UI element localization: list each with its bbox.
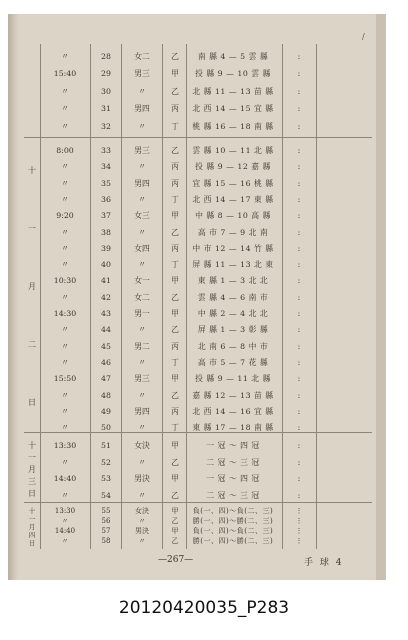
cell-venue: :: [297, 86, 301, 96]
table-row: [24, 354, 372, 372]
cell-time: 〃: [61, 194, 69, 204]
cell-time: 13:30: [53, 441, 77, 450]
cell-court: 乙: [171, 227, 179, 237]
cell-venue: :: [297, 441, 301, 450]
cell-no: 40: [101, 260, 111, 270]
cell-time: 15:40: [53, 69, 77, 79]
cell-group: 〃: [138, 457, 146, 467]
date-char: 十: [28, 507, 36, 515]
cell-court: 甲: [171, 474, 179, 483]
cell-group: 男決: [134, 474, 150, 483]
table-row: [24, 470, 372, 488]
cell-match: 負(一、四)～負(二、三): [192, 507, 274, 515]
cell-court: 丙: [171, 104, 179, 114]
table-row-final: [24, 536, 372, 546]
cell-no: 43: [101, 309, 111, 318]
cell-match: 高 市 5 — 7 花 縣: [197, 357, 269, 367]
cell-no: 33: [101, 146, 111, 155]
cell-court: 乙: [171, 457, 179, 467]
table-row: [24, 403, 372, 421]
cell-match: 投 縣 9 — 12 嘉 縣: [195, 162, 271, 172]
cell-match: 負(一、四)～負(二、三): [192, 527, 274, 535]
cell-group: 〃: [138, 357, 146, 367]
date-char: 日: [28, 539, 36, 547]
cell-match: 一 冠 ～ 四 冠: [206, 441, 260, 450]
cell-venue: ⋮: [295, 537, 303, 545]
cell-match: 投 縣 9 — 11 北 縣: [195, 374, 271, 384]
cell-no: 44: [101, 325, 111, 335]
cell-match: 北 西 14 — 15 宜 縣: [192, 104, 274, 114]
cell-match: 宜 縣 15 — 16 桃 縣: [192, 178, 274, 188]
cell-court: 丙: [171, 406, 179, 416]
cell-group: 男四: [134, 406, 150, 416]
table-row: [24, 158, 372, 176]
cell-court: 甲: [171, 374, 179, 384]
table-row-final: [24, 516, 372, 526]
cell-court: 乙: [171, 537, 179, 545]
cell-no: 29: [101, 69, 111, 79]
table-row: [24, 256, 372, 274]
cell-time: 〃: [61, 406, 69, 416]
date-char: 一: [28, 224, 36, 233]
cell-group: 〃: [138, 423, 146, 433]
date-char: 月: [28, 282, 36, 291]
cell-court: 乙: [171, 292, 179, 302]
cell-no: 53: [101, 474, 111, 483]
cell-time: 14:40: [53, 474, 77, 483]
cell-court: 丁: [171, 121, 179, 131]
cell-venue: ⋮: [295, 507, 303, 515]
table-row: [24, 487, 372, 505]
table-row: [24, 48, 372, 66]
cell-group: 女三: [134, 211, 150, 221]
cell-time: 〃: [61, 227, 69, 237]
cell-venue: :: [297, 243, 301, 253]
image-caption: 20120420035_P283: [118, 598, 290, 618]
book-page: [8, 14, 386, 580]
cell-venue: :: [297, 423, 301, 433]
cell-no: 37: [101, 211, 111, 221]
cell-no: 31: [101, 104, 111, 114]
table-row: [24, 387, 372, 405]
date-char: 一: [28, 453, 36, 462]
cell-venue: :: [297, 104, 301, 114]
cell-group: 男決: [135, 527, 149, 535]
table-row: [24, 118, 372, 136]
cell-group: 女決: [135, 507, 149, 515]
cell-venue: :: [297, 194, 301, 204]
date-char: 日: [28, 398, 36, 407]
cell-time: 9:20: [56, 211, 74, 221]
table-row: [24, 142, 372, 160]
cell-group: 男二: [134, 341, 150, 351]
cell-court: 乙: [171, 325, 179, 335]
cell-time: 〃: [61, 162, 69, 172]
cell-venue: :: [297, 178, 301, 188]
cell-group: 男一: [134, 309, 150, 318]
cell-match: 北 西 14 — 17 東 縣: [192, 194, 274, 204]
cell-time: 13:30: [54, 507, 76, 515]
cell-no: 50: [101, 423, 111, 433]
cell-venue: :: [297, 121, 301, 131]
page-number: —267—: [158, 555, 194, 565]
cell-venue: :: [297, 52, 301, 61]
cell-venue: :: [297, 292, 301, 302]
cell-match: 東 縣 17 — 18 南 縣: [192, 423, 274, 433]
cell-group: 〃: [138, 390, 146, 400]
cell-match: 高 市 7 — 9 北 南: [197, 227, 269, 237]
cell-court: 乙: [171, 146, 179, 155]
cell-group: 〃: [138, 260, 146, 270]
cell-court: 丙: [171, 162, 179, 172]
date-char: 四: [28, 531, 36, 539]
cell-no: 32: [101, 121, 111, 131]
cell-no: 49: [101, 406, 111, 416]
cell-match: 中 縣 8 — 10 高 縣: [195, 211, 271, 221]
cell-venue: :: [297, 260, 301, 270]
table-row: [24, 419, 372, 437]
cell-time: 〃: [61, 260, 69, 270]
cell-no: 39: [101, 243, 111, 253]
table-row: [24, 224, 372, 242]
cell-no: 52: [101, 457, 111, 467]
cell-no: 38: [101, 227, 111, 237]
table-row-final: [24, 526, 372, 536]
date-char: 月: [28, 523, 36, 531]
cell-time: 〃: [61, 243, 69, 253]
cell-court: 乙: [171, 517, 179, 525]
cell-venue: :: [297, 211, 301, 221]
cell-court: 甲: [171, 527, 179, 535]
cell-match: 南 縣 4 — 5 雲 縣: [197, 52, 269, 61]
cell-group: 男四: [134, 104, 150, 114]
table-row: [24, 338, 372, 356]
date-char: 一: [28, 515, 36, 523]
cell-time: 〃: [61, 325, 69, 335]
cell-group: 〃: [138, 162, 146, 172]
cell-venue: :: [297, 341, 301, 351]
cell-court: 乙: [171, 52, 179, 61]
cell-group: 女二: [134, 52, 150, 61]
cell-court: 乙: [171, 390, 179, 400]
table-row: [24, 454, 372, 472]
cell-group: 女四: [134, 243, 150, 253]
cell-time: 〃: [61, 517, 69, 525]
section-title: 手 球 4: [304, 558, 344, 568]
cell-time: 〃: [61, 423, 69, 433]
cell-venue: :: [297, 325, 301, 335]
cell-match: 雲 縣 10 — 11 北 縣: [192, 146, 274, 155]
cell-venue: :: [297, 390, 301, 400]
table-row: [24, 437, 372, 455]
cell-court: 甲: [171, 276, 179, 286]
cell-venue: :: [297, 162, 301, 172]
cell-time: 〃: [61, 490, 69, 500]
cell-venue: :: [297, 457, 301, 467]
cell-venue: ⋮: [295, 517, 303, 525]
cell-no: 47: [101, 374, 111, 384]
cell-no: 28: [101, 52, 111, 61]
cell-match: 中 市 12 — 14 竹 縣: [192, 243, 274, 253]
cell-match: 北 縣 11 — 13 苗 縣: [192, 86, 274, 96]
cell-no: 54: [101, 490, 111, 500]
cell-no: 45: [101, 341, 111, 351]
table-row: [24, 272, 372, 290]
table-row: [24, 100, 372, 118]
cell-venue: :: [297, 490, 301, 500]
cell-court: 丙: [171, 243, 179, 253]
cell-venue: :: [297, 357, 301, 367]
table-row: [24, 370, 372, 388]
table-row: [24, 83, 372, 101]
table-row: [24, 240, 372, 258]
cell-match: 北 南 6 — 8 中 市: [197, 341, 269, 351]
cell-time: 〃: [61, 341, 69, 351]
cell-time: 〃: [61, 52, 69, 61]
cell-venue: ⋮: [295, 527, 303, 535]
cell-time: 15:50: [53, 374, 77, 384]
table-row: [24, 65, 372, 83]
cell-time: 10:30: [53, 276, 77, 286]
cell-group: 〃: [138, 194, 146, 204]
pencil-mark: /: [362, 32, 365, 41]
cell-court: 丁: [171, 194, 179, 204]
cell-court: 甲: [171, 211, 179, 221]
cell-venue: :: [297, 474, 301, 483]
cell-time: 〃: [61, 121, 69, 131]
table-row-final: [24, 506, 372, 516]
table-row: [24, 207, 372, 225]
cell-court: 丁: [171, 423, 179, 433]
cell-match: 東 縣 1 — 3 北 北: [197, 276, 269, 286]
cell-court: 甲: [171, 441, 179, 450]
cell-time: 8:00: [56, 146, 74, 155]
cell-time: 〃: [61, 357, 69, 367]
cell-time: 〃: [61, 457, 69, 467]
date-char: 月: [28, 465, 36, 474]
cell-no: 56: [101, 517, 111, 525]
cell-venue: :: [297, 374, 301, 384]
cell-no: 51: [101, 441, 111, 450]
cell-no: 35: [101, 178, 111, 188]
cell-time: 〃: [61, 390, 69, 400]
date-char: 十: [28, 166, 36, 175]
cell-no: 48: [101, 390, 111, 400]
cell-court: 丙: [171, 178, 179, 188]
cell-match: 中 縣 2 — 4 北 北: [197, 309, 269, 318]
cell-group: 男三: [134, 69, 150, 79]
cell-no: 30: [101, 86, 111, 96]
cell-court: 乙: [171, 490, 179, 500]
table-row: [24, 321, 372, 339]
cell-court: 乙: [171, 86, 179, 96]
cell-time: 〃: [61, 104, 69, 114]
cell-no: 41: [101, 276, 111, 286]
cell-match: 二 冠 ～ 三 冠: [206, 457, 260, 467]
cell-match: 桃 縣 16 — 18 南 縣: [192, 121, 274, 131]
cell-time: 〃: [61, 178, 69, 188]
cell-group: 〃: [138, 490, 146, 500]
cell-time: 14:40: [54, 527, 76, 535]
cell-no: 42: [101, 292, 111, 302]
table-row: [24, 175, 372, 193]
cell-match: 雲 縣 4 — 6 南 市: [197, 292, 269, 302]
cell-no: 34: [101, 162, 111, 172]
cell-group: 〃: [138, 86, 146, 96]
cell-match: 投 縣 9 — 10 雲 縣: [195, 69, 271, 79]
cell-venue: :: [297, 406, 301, 416]
cell-group: 男四: [134, 178, 150, 188]
table-row: [24, 305, 372, 323]
cell-match: 一 冠 ～ 四 冠: [206, 474, 260, 483]
cell-group: 〃: [138, 517, 146, 525]
cell-group: 〃: [138, 537, 146, 545]
cell-match: 屏 縣 11 — 13 北 東: [192, 260, 274, 270]
schedule-table: [24, 44, 372, 549]
cell-time: 14:30: [53, 309, 77, 318]
cell-no: 36: [101, 194, 111, 204]
date-char: 十: [28, 441, 36, 450]
date-char: 三: [28, 477, 36, 486]
cell-venue: :: [297, 69, 301, 79]
date-char: 日: [28, 489, 36, 498]
cell-venue: :: [297, 309, 301, 318]
cell-match: 北 西 14 — 16 宜 縣: [192, 406, 274, 416]
cell-court: 丁: [171, 357, 179, 367]
table-row: [24, 289, 372, 307]
cell-match: 二 冠 ～ 三 冠: [206, 490, 260, 500]
cell-no: 57: [101, 527, 111, 535]
cell-match: 嘉 縣 12 — 13 苗 縣: [192, 390, 274, 400]
cell-group: 〃: [138, 121, 146, 131]
cell-court: 丁: [171, 260, 179, 270]
cell-group: 女一: [134, 276, 150, 286]
cell-court: 丙: [171, 341, 179, 351]
cell-group: 女二: [134, 292, 150, 302]
cell-time: 〃: [61, 86, 69, 96]
cell-time: 〃: [61, 292, 69, 302]
cell-group: 〃: [138, 325, 146, 335]
table-row: [24, 191, 372, 209]
cell-venue: :: [297, 227, 301, 237]
cell-court: 甲: [171, 309, 179, 318]
cell-court: 甲: [171, 507, 179, 515]
cell-group: 〃: [138, 227, 146, 237]
cell-group: 男三: [134, 374, 150, 384]
cell-group: 男三: [134, 146, 150, 155]
cell-time: 〃: [61, 537, 69, 545]
cell-match: 屏 縣 1 — 3 彰 縣: [197, 325, 269, 335]
cell-court: 甲: [171, 69, 179, 79]
cell-venue: :: [297, 276, 301, 286]
cell-match: 勝(一、四)～勝(二、三): [192, 517, 274, 525]
cell-group: 女決: [134, 441, 150, 450]
cell-no: 55: [101, 507, 111, 515]
cell-match: 勝(一、四)～勝(二、三): [192, 537, 274, 545]
cell-no: 46: [101, 357, 111, 367]
date-char: 二: [28, 340, 36, 349]
cell-venue: :: [297, 146, 301, 155]
cell-no: 58: [101, 537, 111, 545]
